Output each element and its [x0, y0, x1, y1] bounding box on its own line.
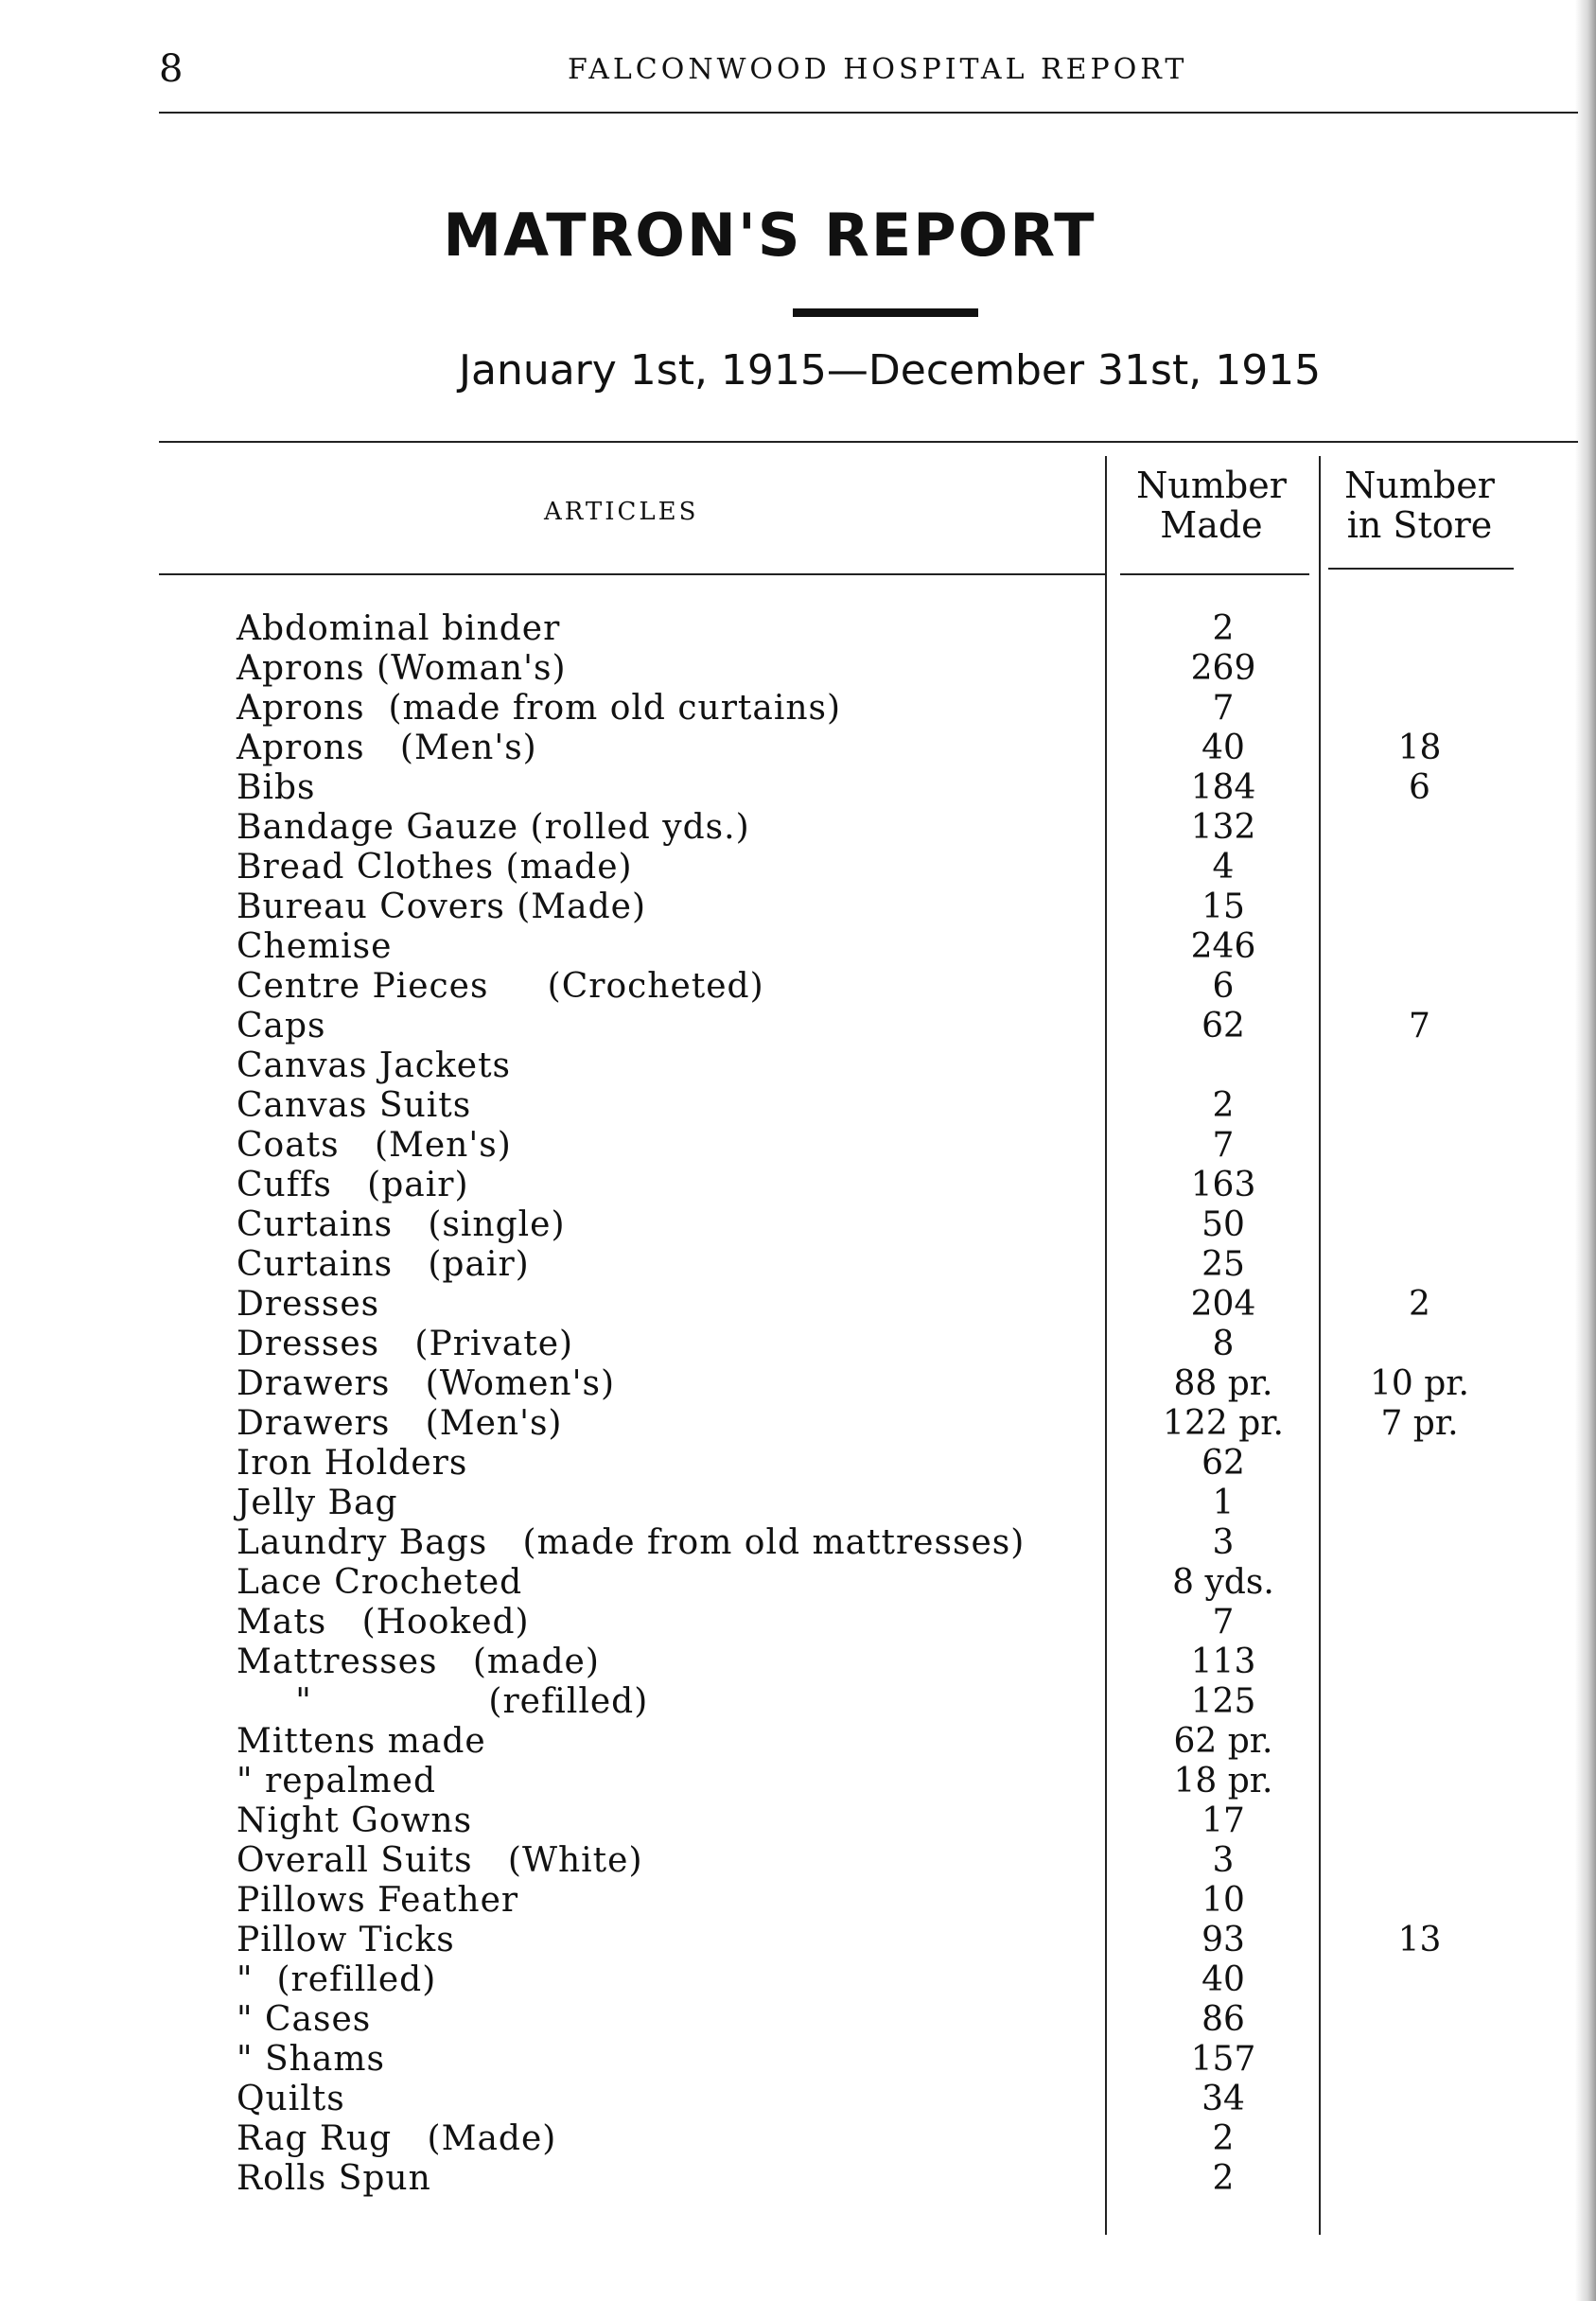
number-made-cell: 62 pr.	[1173, 1722, 1273, 1761]
article-cell: Mattresses (made)	[237, 1642, 600, 1681]
header-rule	[159, 112, 1578, 114]
article-cell: Bureau Covers (Made)	[237, 887, 646, 926]
table-row	[0, 1046, 1596, 1086]
table-row	[0, 1722, 1596, 1762]
header-bottom-rule-store	[1328, 568, 1514, 570]
article-cell: Dresses	[237, 1285, 380, 1324]
number-in-store-cell: 18	[1397, 729, 1442, 767]
header-bottom-rule-made	[1120, 573, 1309, 575]
article-cell: " Cases	[237, 2000, 372, 2039]
article-cell: Mats (Hooked)	[237, 1603, 530, 1642]
number-made-cell: 3	[1212, 1841, 1235, 1880]
table-row	[0, 2000, 1596, 2040]
number-in-store-cell: 2	[1409, 1285, 1430, 1324]
table-row	[0, 927, 1596, 967]
article-cell: Canvas Jackets	[237, 1046, 512, 1085]
article-cell: Lace Crocheted	[237, 1563, 523, 1602]
table-row	[0, 808, 1596, 848]
number-made-cell: 246	[1190, 927, 1256, 966]
number-made-cell: 2	[1212, 1086, 1235, 1125]
table-row	[0, 1841, 1596, 1881]
article-cell: Coats (Men's)	[237, 1126, 512, 1165]
title-underline	[793, 308, 978, 317]
number-made-cell: 88 pr.	[1173, 1364, 1273, 1403]
table-row	[0, 1801, 1596, 1841]
article-cell: Cuffs (pair)	[237, 1166, 469, 1204]
column-header-made-line2: Made	[1160, 504, 1263, 546]
table-row	[0, 1325, 1596, 1364]
article-cell: Jelly Bag	[237, 1484, 398, 1522]
article-cell: Canvas Suits	[237, 1086, 472, 1125]
number-in-store-cell: 10 pr.	[1370, 1364, 1469, 1403]
number-made-cell: 204	[1190, 1285, 1256, 1324]
table-row	[0, 1205, 1596, 1245]
article-cell: Drawers (Women's)	[237, 1364, 615, 1403]
table-row	[0, 2119, 1596, 2159]
article-cell: Centre Pieces (Crocheted)	[237, 967, 764, 1006]
table-row	[0, 1921, 1596, 1960]
table-row	[0, 1960, 1596, 2000]
article-cell: Aprons (made from old curtains)	[237, 689, 842, 728]
table-row	[0, 689, 1596, 729]
article-cell: Aprons (Men's)	[237, 729, 537, 767]
number-made-cell: 184	[1190, 768, 1256, 807]
number-made-cell: 50	[1201, 1205, 1245, 1244]
table-row	[0, 1007, 1596, 1046]
number-made-cell: 62	[1201, 1444, 1245, 1483]
table-row	[0, 1126, 1596, 1166]
article-cell: " repalmed	[237, 1762, 437, 1800]
article-cell: " (refilled)	[237, 1960, 437, 1999]
article-cell: Pillow Ticks	[237, 1921, 455, 1959]
number-made-cell: 269	[1190, 649, 1256, 688]
number-made-cell: 86	[1201, 2000, 1245, 2039]
table-row	[0, 1881, 1596, 1921]
number-in-store-cell: 7	[1409, 1007, 1430, 1045]
article-cell: " (refilled)	[237, 1682, 649, 1721]
number-made-cell: 4	[1212, 848, 1235, 887]
article-cell: Curtains (single)	[237, 1205, 566, 1244]
article-cell: Dresses (Private)	[237, 1325, 574, 1363]
number-made-cell: 7	[1212, 1603, 1235, 1642]
number-in-store-cell: 7 pr.	[1380, 1404, 1459, 1443]
article-cell: Abdominal binder	[237, 609, 561, 648]
table-row	[0, 768, 1596, 808]
table-row	[0, 1444, 1596, 1484]
table-row	[0, 1086, 1596, 1126]
article-cell: Chemise	[237, 927, 393, 966]
number-made-cell: 113	[1190, 1642, 1256, 1681]
number-made-cell: 15	[1201, 887, 1245, 926]
number-made-cell: 2	[1212, 609, 1235, 648]
number-made-cell: 25	[1201, 1245, 1245, 1284]
table-row	[0, 1563, 1596, 1603]
table-row	[0, 1484, 1596, 1523]
header-bottom-rule-articles	[159, 573, 1105, 575]
column-header-number-in-store	[1332, 465, 1507, 545]
article-cell: Bandage Gauze (rolled yds.)	[237, 808, 750, 847]
table-row	[0, 729, 1596, 768]
number-made-cell: 157	[1190, 2040, 1256, 2079]
column-header-store-line1: Number	[1344, 465, 1495, 506]
number-made-cell: 17	[1201, 1801, 1245, 1840]
articles-table-body	[0, 609, 1596, 2199]
table-row	[0, 2080, 1596, 2119]
page-number: 8	[159, 47, 184, 91]
table-row	[0, 1762, 1596, 1801]
report-period: January 1st, 1915—December 31st, 1915	[459, 346, 1322, 395]
number-made-cell: 8	[1212, 1325, 1235, 1363]
running-title: FALCONWOOD HOSPITAL REPORT	[568, 53, 1188, 86]
number-made-cell: 122 pr.	[1163, 1404, 1284, 1443]
article-cell: Rolls Spun	[237, 2159, 431, 2198]
table-row	[0, 1523, 1596, 1563]
table-row	[0, 1404, 1596, 1444]
article-cell: Pillows Feather	[237, 1881, 519, 1920]
article-cell: Curtains (pair)	[237, 1245, 530, 1284]
table-row	[0, 1603, 1596, 1642]
article-cell: Drawers (Men's)	[237, 1404, 563, 1443]
table-row	[0, 649, 1596, 689]
report-title: MATRON'S REPORT	[443, 201, 1096, 270]
number-in-store-cell: 13	[1397, 1921, 1442, 1959]
number-made-cell: 1	[1212, 1484, 1235, 1522]
article-cell: Caps	[237, 1007, 326, 1045]
article-cell: Mittens made	[237, 1722, 486, 1761]
table-row	[0, 2040, 1596, 2080]
column-header-made-line1: Number	[1136, 465, 1287, 506]
number-made-cell: 10	[1201, 1881, 1245, 1920]
table-row	[0, 967, 1596, 1007]
article-cell: Bibs	[237, 768, 316, 807]
number-made-cell: 62	[1201, 1007, 1245, 1045]
table-row	[0, 609, 1596, 649]
number-made-cell: 2	[1212, 2159, 1235, 2198]
number-made-cell: 40	[1201, 729, 1245, 767]
number-made-cell: 40	[1201, 1960, 1245, 1999]
number-made-cell: 2	[1212, 2119, 1235, 2158]
table-row	[0, 1364, 1596, 1404]
number-in-store-cell: 6	[1409, 768, 1430, 807]
column-header-articles: ARTICLES	[544, 498, 699, 526]
table-row	[0, 1642, 1596, 1682]
number-made-cell: 132	[1190, 808, 1256, 847]
article-cell: Laundry Bags (made from old mattresses)	[237, 1523, 1026, 1562]
column-header-store-line2: in Store	[1346, 504, 1493, 546]
number-made-cell: 7	[1212, 689, 1235, 728]
table-row	[0, 1245, 1596, 1285]
table-row	[0, 2159, 1596, 2199]
article-cell: Rag Rug (Made)	[237, 2119, 557, 2158]
article-cell: Quilts	[237, 2080, 345, 2118]
table-row	[0, 1166, 1596, 1205]
table-row	[0, 1682, 1596, 1722]
article-cell: Iron Holders	[237, 1444, 468, 1483]
article-cell: Overall Suits (White)	[237, 1841, 643, 1880]
number-made-cell: 6	[1212, 967, 1235, 1006]
article-cell: Aprons (Woman's)	[237, 649, 567, 688]
number-made-cell: 34	[1201, 2080, 1245, 2118]
article-cell: " Shams	[237, 2040, 385, 2079]
table-row	[0, 848, 1596, 887]
number-made-cell: 3	[1212, 1523, 1235, 1562]
article-cell: Night Gowns	[237, 1801, 473, 1840]
number-made-cell: 125	[1190, 1682, 1256, 1721]
table-row	[0, 1285, 1596, 1325]
number-made-cell: 163	[1190, 1166, 1256, 1204]
column-header-number-made	[1124, 465, 1299, 545]
number-made-cell: 8 yds.	[1172, 1563, 1274, 1602]
article-cell: Bread Clothes (made)	[237, 848, 633, 887]
table-row	[0, 887, 1596, 927]
number-made-cell: 7	[1212, 1126, 1235, 1165]
number-made-cell: 18 pr.	[1173, 1762, 1273, 1800]
number-made-cell: 93	[1201, 1921, 1245, 1959]
table-top-rule	[159, 441, 1578, 443]
